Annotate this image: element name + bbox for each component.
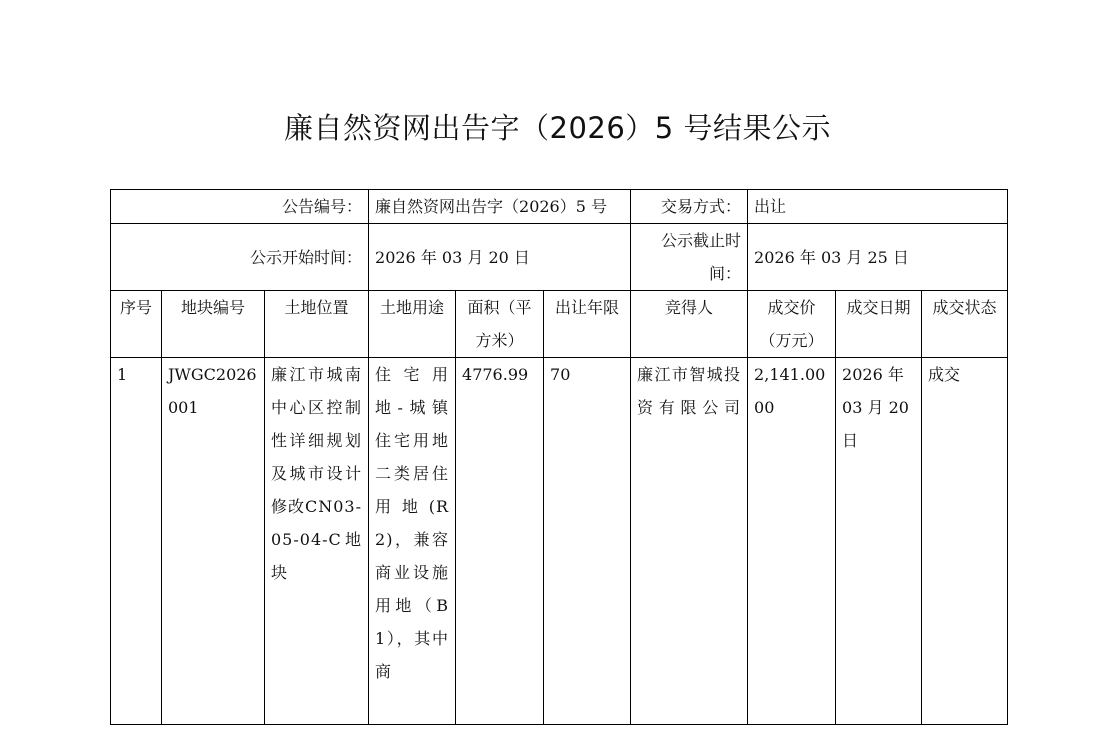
trade-mode-value: 出让	[748, 190, 1008, 224]
cell-usage: 住宅用地-城镇住宅用地二类居住用地(R2)，兼容商业设施用地（B1），其中商	[369, 358, 456, 725]
result-table	[110, 189, 1008, 725]
header-parcel-no: 地块编号	[162, 291, 265, 358]
header-price: 成交价（万元）	[748, 291, 836, 358]
header-usage: 土地用途	[369, 291, 456, 358]
cell-seq: 1	[111, 358, 162, 725]
column-header-row	[111, 291, 1008, 358]
header-winner: 竞得人	[631, 291, 748, 358]
cell-area: 4776.99	[456, 358, 544, 725]
page-title: 廉自然资网出告字（2026）5 号结果公示	[284, 111, 831, 145]
info-row-dates	[111, 224, 1008, 291]
header-date: 成交日期	[836, 291, 922, 358]
table-row	[111, 358, 1008, 725]
header-term: 出让年限	[544, 291, 631, 358]
header-area: 面积（平方米）	[456, 291, 544, 358]
header-location: 土地位置	[265, 291, 369, 358]
cell-status: 成交	[922, 358, 1008, 725]
header-seq: 序号	[111, 291, 162, 358]
cell-term: 70	[544, 358, 631, 725]
cell-location: 廉江市城南中心区控制性详细规划及城市设计修改CN03-05-04-C地块	[265, 358, 369, 725]
cell-date: 2026 年 03 月 20 日	[836, 358, 922, 725]
notice-no-value: 廉自然资网出告字（2026）5 号	[369, 190, 631, 224]
end-time-label: 公示截止时间：	[631, 224, 748, 291]
cell-parcel-no: JWGC2026001	[162, 358, 265, 725]
start-time-value: 2026 年 03 月 20 日	[369, 224, 631, 291]
end-time-value: 2026 年 03 月 25 日	[748, 224, 1008, 291]
trade-mode-label: 交易方式：	[631, 190, 748, 224]
header-status: 成交状态	[922, 291, 1008, 358]
cell-winner: 廉江市智城投资有限公司	[631, 358, 748, 725]
cell-price: 2,141.0000	[748, 358, 836, 725]
info-row-notice	[111, 190, 1008, 224]
start-time-label: 公示开始时间：	[111, 224, 369, 291]
notice-no-label: 公告编号：	[111, 190, 369, 224]
